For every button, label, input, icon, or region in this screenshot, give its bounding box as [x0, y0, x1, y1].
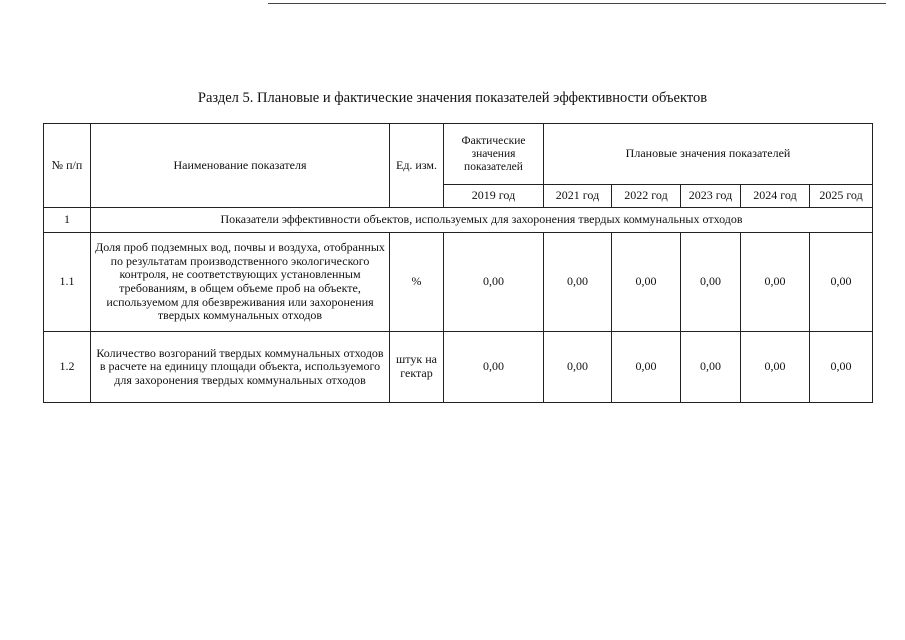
row-value: 0,00: [741, 233, 810, 332]
row-value: 0,00: [612, 233, 681, 332]
row-name: Количество возгораний твердых коммунальных отходов в расчете на единицу площади объекта, используемого для захоронения твердых коммунальных отходов: [91, 332, 390, 403]
row-value: 0,00: [681, 233, 741, 332]
row-unit: %: [390, 233, 444, 332]
row-value: 0,00: [681, 332, 741, 403]
header-year: 2025 год: [810, 185, 873, 208]
table-row: [44, 332, 873, 403]
row-value: 0,00: [612, 332, 681, 403]
group-num: 1: [44, 208, 91, 233]
row-value: 0,00: [741, 332, 810, 403]
row-value: 0,00: [810, 332, 873, 403]
group-title: Показатели эффективности объектов, используемых для захоронения твердых коммунальных отходов: [91, 208, 873, 233]
header-year: 2019 год: [444, 185, 544, 208]
row-value: 0,00: [544, 233, 612, 332]
header-row: [44, 124, 873, 185]
header-num: № п/п: [44, 124, 91, 208]
row-num: 1.2: [44, 332, 91, 403]
header-year: 2023 год: [681, 185, 741, 208]
row-value: 0,00: [544, 332, 612, 403]
header-year: 2022 год: [612, 185, 681, 208]
group-row: [44, 208, 873, 233]
header-name: Наименование показателя: [91, 124, 390, 208]
header-planned: Плановые значения показателей: [544, 124, 873, 185]
indicators-table: [43, 123, 873, 403]
top-rule: [268, 3, 886, 4]
row-num: 1.1: [44, 233, 91, 332]
row-unit: штук на гектар: [390, 332, 444, 403]
row-value: 0,00: [444, 233, 544, 332]
table-row: [44, 233, 873, 332]
row-value: 0,00: [810, 233, 873, 332]
header-year: 2021 год: [544, 185, 612, 208]
section-title: Раздел 5. Плановые и фактические значения показателей эффективности объектов: [197, 90, 708, 106]
row-value: 0,00: [444, 332, 544, 403]
row-name: Доля проб подземных вод, почвы и воздуха, отобранных по результатам производственного экологического контроля, не соответствующих установленным требованиям, в общем объеме проб на объекте, используемом для обезвреживания или захоронения твердых коммунальных отходов: [91, 233, 390, 332]
header-unit: Ед. изм.: [390, 124, 444, 208]
header-actual: Фактические значения показателей: [444, 124, 544, 185]
header-year: 2024 год: [741, 185, 810, 208]
